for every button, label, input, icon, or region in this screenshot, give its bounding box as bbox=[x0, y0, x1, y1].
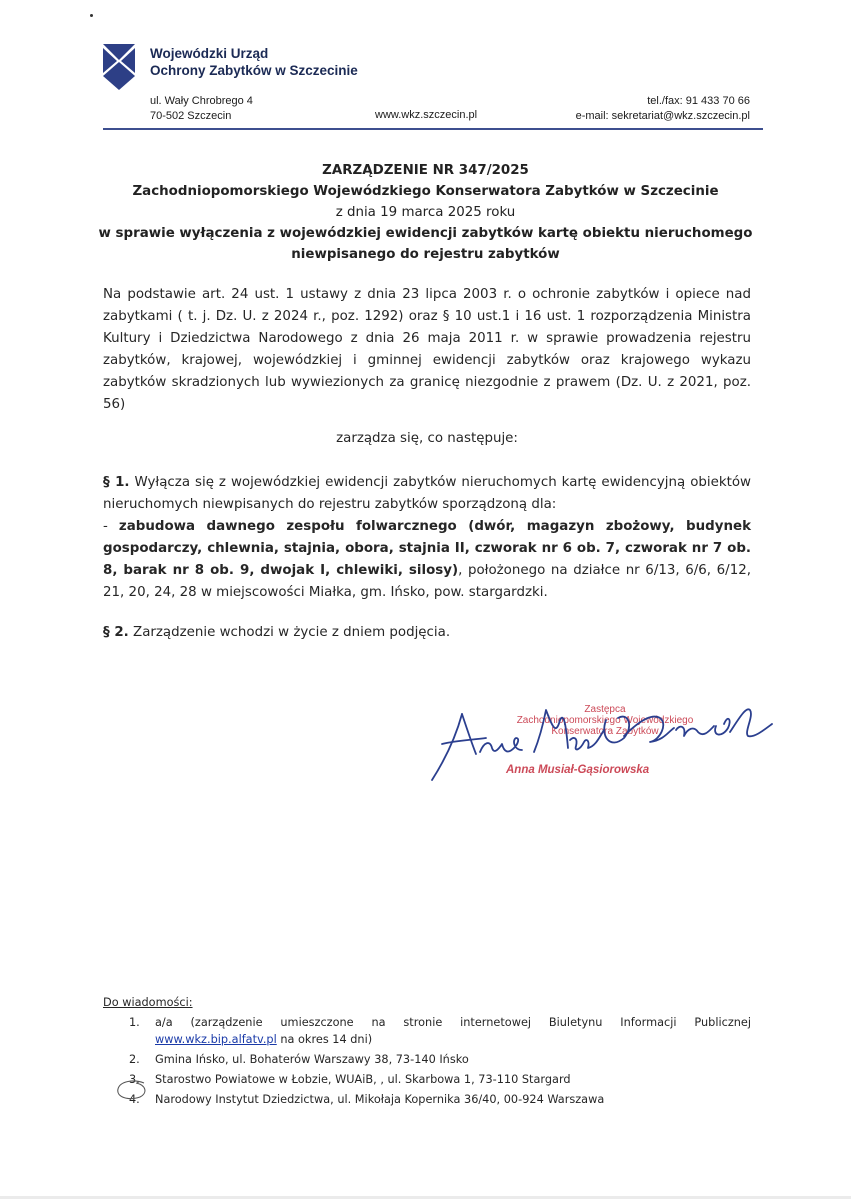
section-2-text: Zarządzenie wchodzi w życie z dniem podjęcia. bbox=[128, 625, 451, 640]
recipient-text: Narodowy Instytut Dziedzictwa, ul. Mikołaja Kopernika 36/40, 00-924 Warszawa bbox=[155, 1093, 605, 1106]
handwritten-circle-mark bbox=[114, 1079, 150, 1101]
recipient-number: 3. bbox=[129, 1073, 140, 1086]
section-1-item-location: , położonego na działce nr 6/13, 6/6, 6/12, 21, 20, 24, 28 w miejscowości Miałka, gm. Ińsko, pow. stargardzki. bbox=[103, 563, 751, 600]
postal-address bbox=[150, 94, 253, 124]
handwritten-signature bbox=[428, 696, 788, 796]
section-2-label: § 2. bbox=[103, 625, 129, 640]
recipient-number: 4. bbox=[129, 1093, 140, 1106]
section-1 bbox=[103, 472, 751, 604]
bip-link[interactable]: www.wkz.bip.alfatv.pl bbox=[155, 1033, 277, 1046]
distribution-title: Do wiadomości: bbox=[103, 996, 193, 1009]
recipient-text: Gmina Ińsko, ul. Bohaterów Warszawy 38, 73-140 Ińsko bbox=[155, 1053, 469, 1066]
recipient-list bbox=[103, 1014, 751, 1108]
section-1-label: § 1. bbox=[103, 475, 130, 490]
website-text: www.wkz.szczecin.pl bbox=[375, 109, 478, 121]
subject-line-2: niewpisanego do rejestru zabytków bbox=[291, 247, 560, 262]
section-2 bbox=[103, 622, 751, 644]
legal-basis-paragraph: Na podstawie art. 24 ust. 1 ustawy z dnia 23 lipca 2003 r. o ochronie zabytków i opiece nad zabytkami ( t. j. Dz. U. z 2024 r., poz. 1292) oraz § 10 ust.1 i 16 ust. 1 rozporządzenia Ministra Kultury i Dziedzictwa Narodowego z dnia 26 maja 2011 r. w sprawie prowadzenia rejestru zabytków, krajowej, wojewódzkiej i gminnej ewidencji zabytków oraz krajowego wykazu zabytków skradzionych lub wywiezionych za granicę niezgodnie z prawem (Dz. U. z 2021, poz. 56) bbox=[103, 287, 751, 412]
recipient-text: Starostwo Powiatowe w Łobzie, WUAiB, , ul. Skarbowa 1, 73-110 Stargard bbox=[155, 1073, 571, 1086]
order-number: ZARZĄDZENIE NR 347/2025 bbox=[322, 163, 529, 178]
recipient-text bbox=[155, 1014, 751, 1048]
stamp-line-1: Zastępca bbox=[584, 704, 626, 715]
scan-speck bbox=[90, 14, 93, 17]
section-1-item-prefix: - bbox=[103, 519, 119, 534]
office-logo-icon bbox=[103, 44, 135, 90]
recipient-item bbox=[103, 1051, 751, 1068]
organization-name bbox=[150, 45, 358, 79]
recipient-item bbox=[103, 1071, 751, 1088]
recipient-number: 2. bbox=[129, 1053, 140, 1066]
document-heading bbox=[60, 160, 791, 265]
stamp-line-3: Konserwatora Zabytków bbox=[551, 726, 659, 737]
recipient-note: na okres 14 dni) bbox=[276, 1033, 373, 1046]
signatory-name: Anna Musiał-Gąsiorowska bbox=[506, 764, 650, 776]
issuer: Zachodniopomorskiego Wojewódzkiego Konserwatora Zabytków w Szczecinie bbox=[132, 184, 719, 199]
address-city: 70-502 Szczecin bbox=[150, 110, 232, 122]
order-date: z dnia 19 marca 2025 roku bbox=[335, 205, 516, 220]
stamp-line-2: Zachodniopomorskiego Wojewódzkiego bbox=[516, 715, 694, 726]
email-text: e-mail: sekretariat@wkz.szczecin.pl bbox=[575, 110, 750, 122]
recipient-number: 1. bbox=[129, 1016, 140, 1029]
recipient-description: a/a (zarządzenie umieszczone na stronie internetowej Biuletynu Informacji Publicznej bbox=[155, 1016, 751, 1029]
subject-line-1: w sprawie wyłączenia z wojewódzkiej ewidencji zabytków kartę obiektu nieruchomego bbox=[98, 226, 753, 241]
org-line-2: Ochrony Zabytków w Szczecinie bbox=[150, 63, 358, 78]
section-1-text: Wyłącza się z wojewódzkiej ewidencji zabytków nieruchomych kartę ewidencyjną obiektów nieruchomych niewpisanych do rejestru zabytków sporządzoną dla: bbox=[103, 475, 751, 512]
distribution-list bbox=[103, 994, 751, 1111]
recipient-item bbox=[103, 1091, 751, 1108]
org-line-1: Wojewódzki Urząd bbox=[150, 46, 269, 61]
header-divider bbox=[103, 128, 763, 130]
orders-statement: zarządza się, co następuje: bbox=[336, 431, 518, 446]
phone-text: tel./fax: 91 433 70 66 bbox=[647, 95, 750, 107]
contact-info bbox=[576, 94, 750, 124]
section-1-item-title: zabudowa dawnego zespołu folwarcznego (dwór, magazyn zbożowy, budynek gospodarczy, chlewnia, stajnia, obora, stajnia II, czworak nr 6 ob. 7, czworak nr 7 ob. 8, barak nr 8 ob. 9, dwojak I, chlewiki, silosy) bbox=[103, 519, 751, 578]
recipient-item bbox=[103, 1014, 751, 1048]
address-street: ul. Wały Chrobrego 4 bbox=[150, 95, 253, 107]
